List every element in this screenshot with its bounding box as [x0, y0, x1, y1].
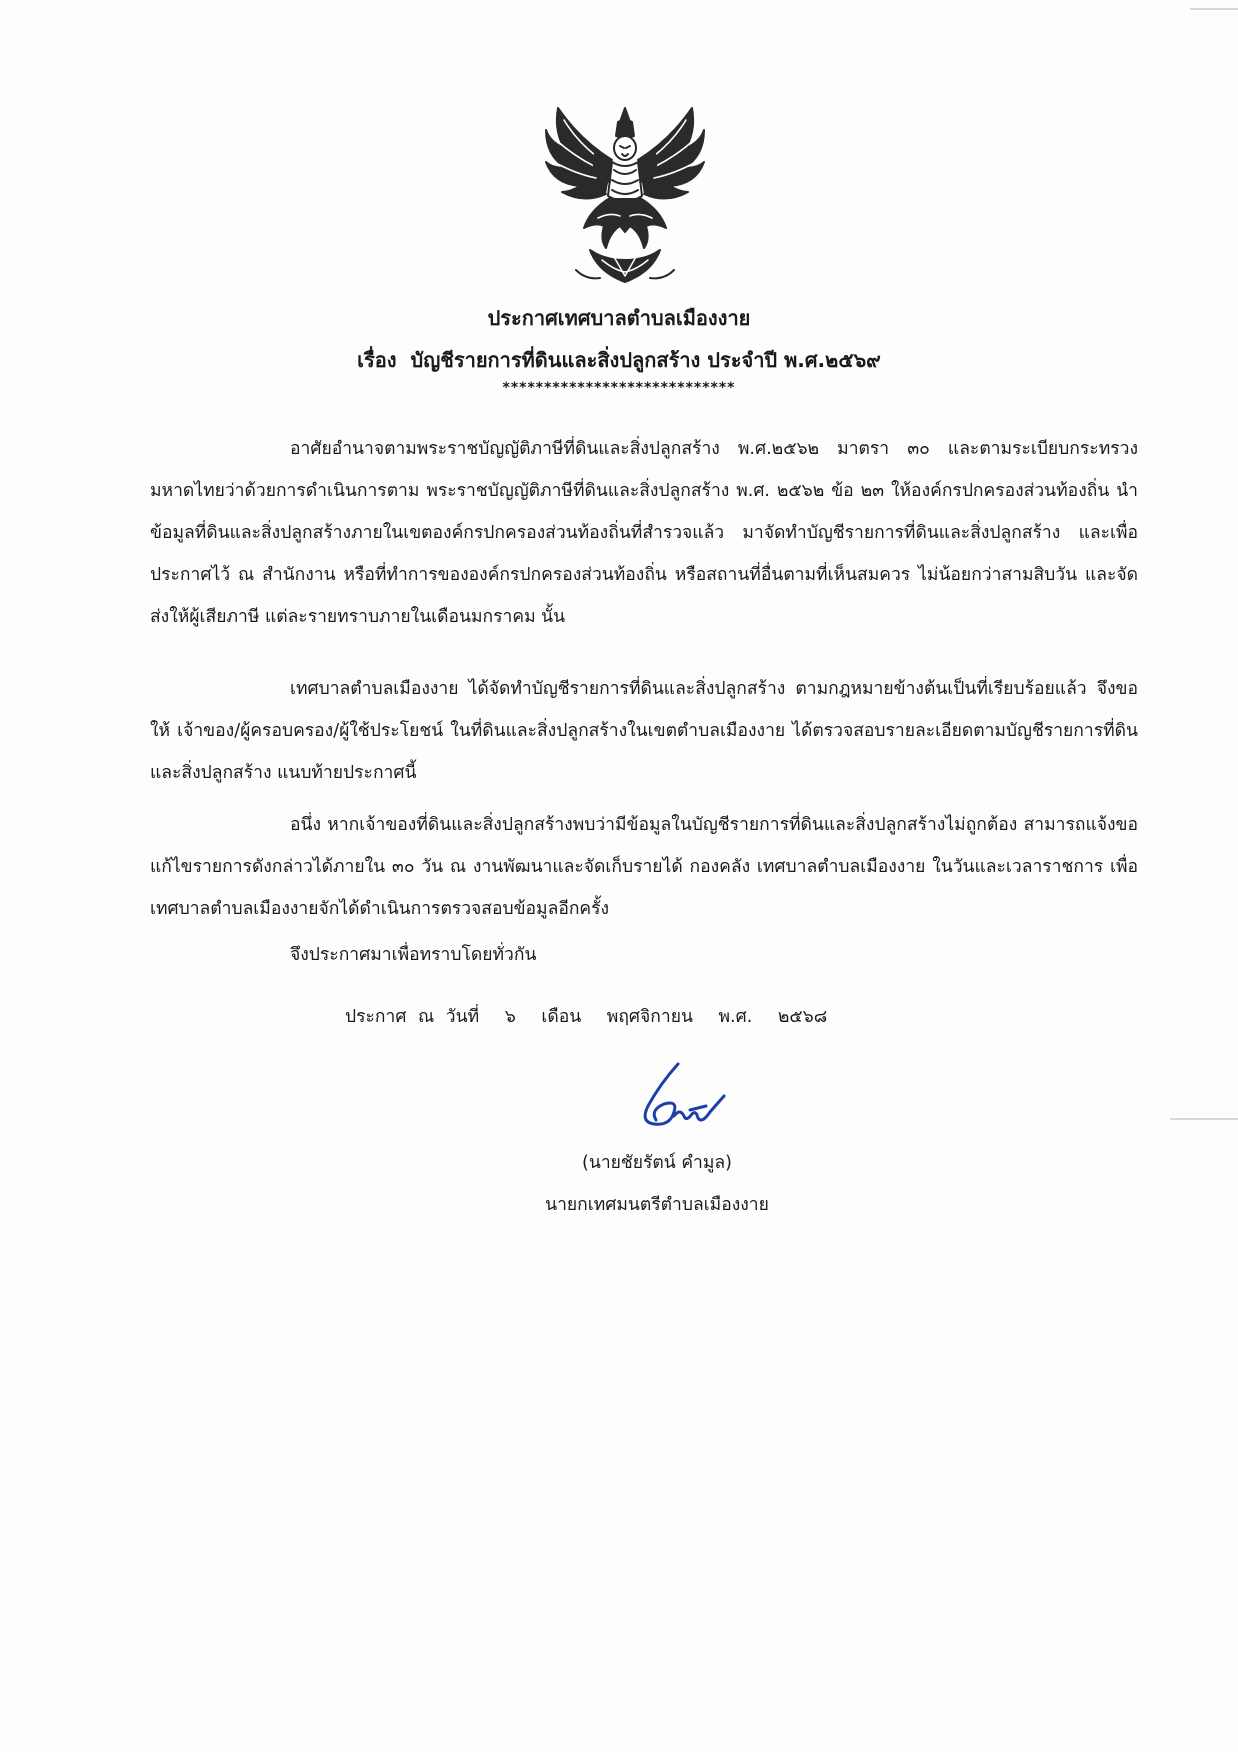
- scan-artifact: [1190, 8, 1238, 10]
- handwritten-signature: [620, 1060, 740, 1140]
- signer-name: (นายชัยรัตน์ คำมูล): [582, 1153, 732, 1173]
- date-year-label: พ.ศ.: [718, 1007, 753, 1027]
- announcement-subject: [0, 344, 1238, 376]
- paragraph-1: [150, 428, 1138, 638]
- date-month: พฤศจิกายน: [606, 1007, 693, 1027]
- date-prefix: ประกาศ ณ วันที่: [345, 1007, 480, 1027]
- subject-label: เรื่อง: [357, 348, 397, 372]
- signer-position: นายกเทศมนตรีตำบลเมืองงาย: [545, 1195, 769, 1215]
- title-separator: ****************************: [502, 380, 736, 396]
- announcement-date: [345, 1002, 841, 1030]
- closing-line: จึงประกาศมาเพื่อทราบโดยทั่วกัน: [290, 945, 537, 965]
- paragraph-3-text: อนึ่ง หากเจ้าของที่ดินและสิ่งปลูกสร้างพบว่ามีข้อมูลในบัญชีรายการที่ดินและสิ่งปลูกสร้างไม่ถูกต้อง สามารถแจ้งขอแก้ไขรายการดังกล่าวได้ภายใน ๓๐ วัน ณ งานพัฒนาและจัดเก็บรายได้ กองคลัง เทศบาลตำบลเมืองงาย ในวันและเวลาราชการ เพื่อเทศบาลตำบลเมืองงายจักได้ดำเนินการตรวจสอบข้อมูลอีกครั้ง: [150, 815, 1138, 919]
- date-month-label: เดือน: [541, 1007, 582, 1027]
- paragraph-1-text: อาศัยอำนาจตามพระราชบัญญัติภาษีที่ดินและสิ่งปลูกสร้าง พ.ศ.๒๕๖๒ มาตรา ๓๐ และตามระเบียบกระทรวงมหาดไทยว่าด้วยการดำเนินการตาม พระราชบัญญัติภาษีที่ดินและสิ่งปลูกสร้าง พ.ศ. ๒๕๖๒ ข้อ ๒๓ ให้องค์กรปกครองส่วนท้องถิ่น นำข้อมูลที่ดินและสิ่งปลูกสร้างภายในเขตองค์กรปกครองส่วนท้องถิ่นที่สำรวจแล้ว มาจัดทำบัญชีรายการที่ดินและสิ่งปลูกสร้าง และเพื่อประกาศไว้ ณ สำนักงาน หรือที่ทำการขององค์กรปกครองส่วนท้องถิ่น หรือสถานที่อื่นตามที่เห็นสมควร ไม่น้อยกว่าสามสิบวัน และจัดส่งให้ผู้เสียภาษี แต่ละรายทราบภายในเดือนมกราคม นั้น: [150, 439, 1138, 627]
- garuda-emblem-icon: [540, 100, 710, 290]
- subject-text: บัญชีรายการที่ดินและสิ่งปลูกสร้าง ประจำปี พ.ศ.๒๕๖๙: [410, 348, 881, 372]
- paragraph-3: [150, 804, 1138, 930]
- date-day: ๖: [504, 1007, 516, 1027]
- paragraph-2: [150, 668, 1138, 794]
- scan-artifact: [1170, 1118, 1238, 1120]
- paragraph-2-text: เทศบาลตำบลเมืองงาย ได้จัดทำบัญชีรายการที่ดินและสิ่งปลูกสร้าง ตามกฎหมายข้างต้นเป็นที่เรียบร้อยแล้ว จึงขอให้ เจ้าของ/ผู้ครอบครอง/ผู้ใช้ประโยชน์ ในที่ดินและสิ่งปลูกสร้างในเขตตำบลเมืองงาย ได้ตรวจสอบรายละเอียดตามบัญชีรายการที่ดินและสิ่งปลูกสร้าง แนบท้ายประกาศนี้: [150, 679, 1138, 783]
- date-year: ๒๕๖๘: [777, 1007, 828, 1027]
- announcement-title: ประกาศเทศบาลตำบลเมืองงาย: [487, 306, 751, 330]
